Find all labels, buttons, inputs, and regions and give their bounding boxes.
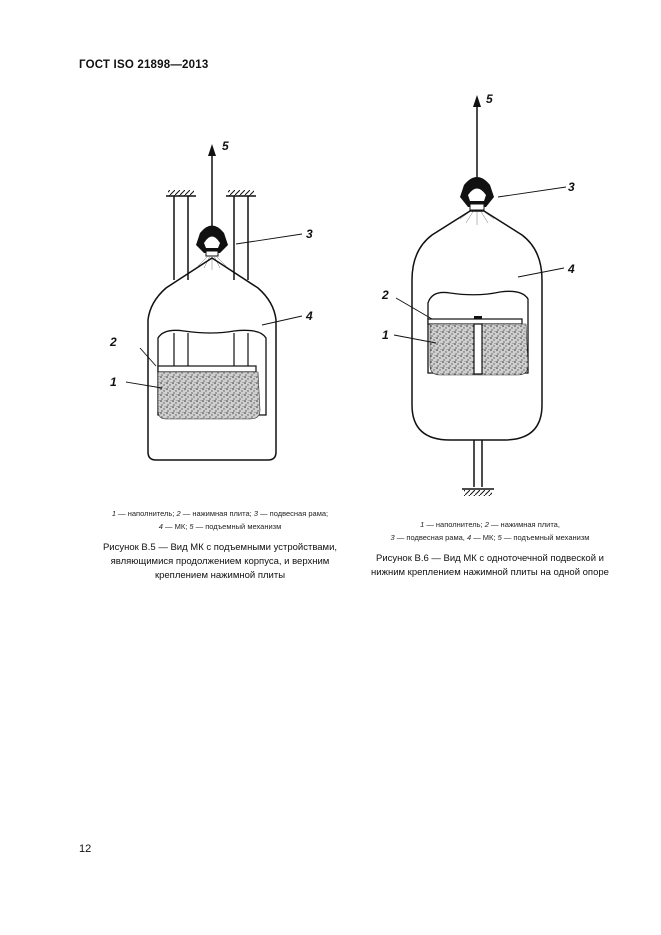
ceiling-hatch-right <box>228 190 254 196</box>
figure-b5-caption: Рисунок В.5 — Вид МК с подъемными устройствами, являющимися продолжением корпуса, и верхним креплением нажимной плиты <box>102 542 338 581</box>
document-header: ГОСТ ISO 21898—2013 <box>79 59 209 71</box>
legend-line: 1 — наполнитель; 2 — нажимная плита, <box>420 520 560 529</box>
label-1: 1 <box>382 328 389 342</box>
label-1: 1 <box>110 375 117 389</box>
legend-line: 3 — подвесная рама, 4 — МК; 5 — подъемный механизм <box>390 533 590 542</box>
figure-b6-drawing <box>370 85 610 505</box>
label-4: 4 <box>306 309 313 323</box>
legend-line: 4 — МК; 5 — подъемный механизм <box>158 522 282 531</box>
label-5: 5 <box>486 92 493 106</box>
filler <box>158 372 260 419</box>
label-3: 3 <box>568 180 575 194</box>
page-number: 12 <box>79 843 92 855</box>
label-2: 2 <box>382 288 389 302</box>
label-5: 5 <box>222 139 229 153</box>
figure-b5-drawing <box>100 130 340 470</box>
pressure-plate <box>428 319 522 324</box>
figure-b5-legend <box>70 507 370 533</box>
figure-b6-legend <box>345 518 635 544</box>
label-3: 3 <box>306 227 313 241</box>
floor-hatch <box>464 490 492 496</box>
label-2: 2 <box>110 335 117 349</box>
label-4: 4 <box>568 262 575 276</box>
container-body <box>148 258 276 460</box>
figure-b6-caption: Рисунок В.6 — Вид МК с одноточечной подвеской и нижним креплением нажимной плиты на одной опоре <box>371 553 609 578</box>
legend-line: 1 — наполнитель; 2 — нажимная плита; 3 — подвесная рама; <box>111 509 329 518</box>
pressure-plate <box>158 366 256 372</box>
ceiling-hatch-left <box>168 190 194 196</box>
